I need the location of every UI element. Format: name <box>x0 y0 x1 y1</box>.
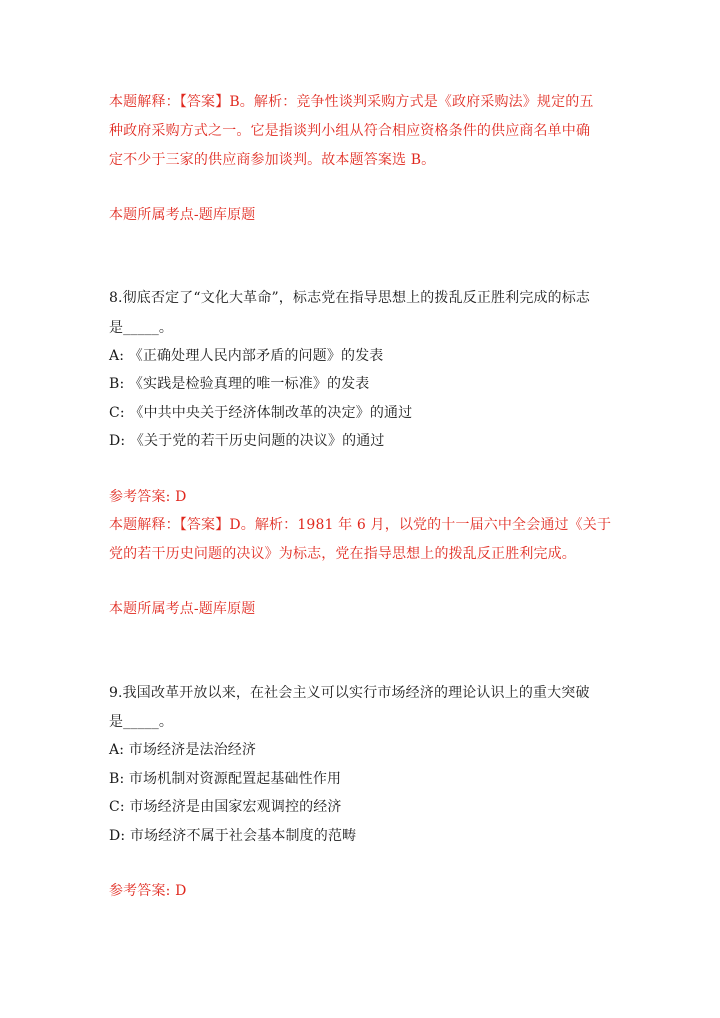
q9-option-c: C: 市场经济是由国家宏观调控的经济 <box>109 799 342 815</box>
q7-category: 本题所属考点-题库原题 <box>109 207 256 223</box>
q8-option-c: C: 《中共中央关于经济体制改革的决定》的通过 <box>109 405 413 421</box>
q8-option-a: A: 《正确处理人民内部矛盾的问题》的发表 <box>109 348 384 364</box>
q8-option-d: D: 《关于党的若干历史问题的决议》的通过 <box>109 433 385 449</box>
q8-explanation-line-2: 党的若干历史问题的决议》为标志，党在指导思想上的拨乱反正胜利完成。 <box>109 546 576 562</box>
q8-answer: 参考答案: D <box>109 489 187 505</box>
q8-stem-line-1: 8.彻底否定了“文化大革命”，标志党在指导思想上的拨乱反正胜利完成的标志 <box>109 290 591 306</box>
q8-explanation-line-1: 本题解释：【答案】D。解析：1981 年 6 月，以党的十一届六中全会通过《关于 <box>109 517 612 533</box>
q9-answer: 参考答案: D <box>109 883 187 899</box>
q9-option-d: D: 市场经济不属于社会基本制度的范畴 <box>109 828 357 844</box>
q9-stem-line-2: 是_____。 <box>109 714 174 730</box>
q7-explanation-line-2: 种政府采购方式之一。它是指谈判小组从符合相应资格条件的供应商名单中确 <box>109 123 591 139</box>
q8-category: 本题所属考点-题库原题 <box>109 601 256 617</box>
q7-explanation-line-1: 本题解释：【答案】B。解析：竞争性谈判采购方式是《政府采购法》规定的五 <box>109 94 594 110</box>
q9-option-a: A: 市场经济是法治经济 <box>109 742 257 758</box>
q9-option-b: B: 市场机制对资源配置起基础性作用 <box>109 771 342 787</box>
q8-stem-line-2: 是_____。 <box>109 320 174 336</box>
q9-stem-line-1: 9.我国改革开放以来，在社会主义可以实行市场经济的理论认识上的重大突破 <box>109 685 590 701</box>
q7-explanation-line-3: 定不少于三家的供应商参加谈判。故本题答案选 B。 <box>109 152 436 168</box>
q8-option-b: B: 《实践是检验真理的唯一标准》的发表 <box>109 376 370 392</box>
